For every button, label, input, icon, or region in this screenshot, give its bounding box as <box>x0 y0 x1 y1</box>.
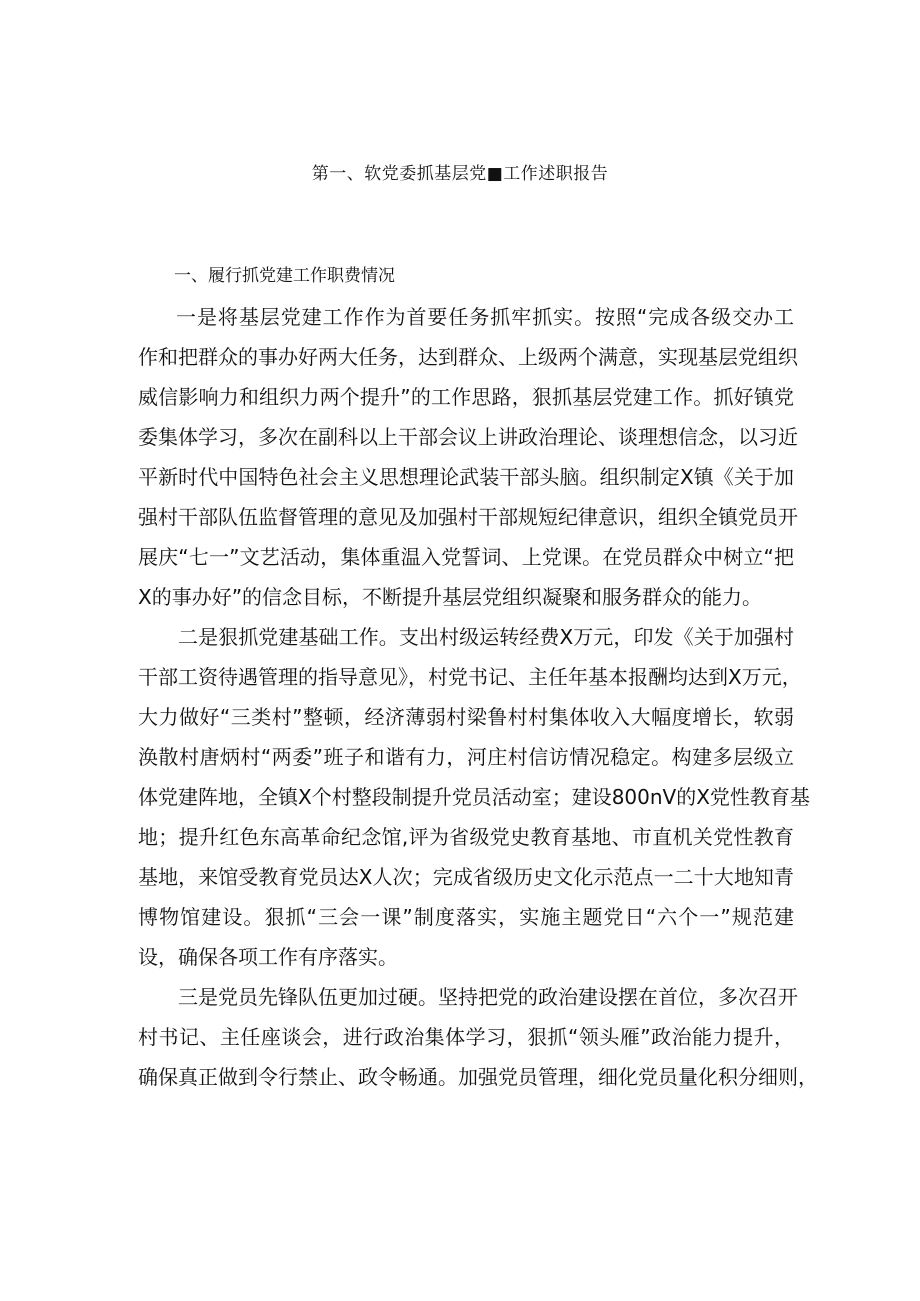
section-heading: 一、履行抓党建工作职费情况 <box>174 266 395 286</box>
paragraph-line: 涣散村唐炳村“两委”班子和谐有力，河庄村信访情况稳定。构建多层级立 <box>138 745 794 769</box>
document-title: 第一、软党委抓基层党■工作述职报告 <box>311 164 609 184</box>
paragraph-line: 博物馆建设。狠抓“三会一课”制度落实，实施主题党日“六个一”规范建 <box>138 905 794 929</box>
paragraph-line: 威信影响力和组织力两个提升”的工作思路，狠抓基层党建工作。抓好镇党 <box>138 385 794 409</box>
paragraph-line: X的事办好”的信念目标，不断提升基层党组织凝聚和服务群众的能力。 <box>138 585 763 609</box>
paragraph-line: 委集体学习，多次在副科以上干部会议上讲政治理论、谈理想信念，以习近 <box>138 425 798 449</box>
document-body <box>138 297 818 1097</box>
paragraph-line: 确保真正做到令行禁止、政令畅通。加强党员管理，细化党员量化积分细则， <box>138 1065 818 1089</box>
paragraph-line: 展庆“七一”文艺活动，集体重温入党誓词、上党课。在党员群众中树立“把 <box>138 545 794 569</box>
paragraph-1 <box>138 297 798 617</box>
paragraph-line: 三是党员先锋队伍更加过硬。坚持把党的政治建设摆在首位，多次召开 <box>178 985 798 1009</box>
paragraph-line: 大力做好“三类村”整顿，经济薄弱村梁鲁村村集体收入大幅度增长，软弱 <box>138 705 794 729</box>
paragraph-line: 村书记、主任座谈会，进行政治集体学习，狠抓“领头雁”政治能力提升， <box>138 1025 794 1049</box>
paragraph-line: 干部工资待遇管理的指导意见》，村党书记、主任年基本报酬均达到X万元， <box>138 665 802 689</box>
paragraph-2 <box>138 617 810 977</box>
paragraph-line: 地；提升红色东高革命纪念馆,评为省级党史教育基地、市直机关党性教育 <box>138 825 794 849</box>
paragraph-line: 强村干部队伍监督管理的意见及加强村干部规短纪律意识，组织全镇党员开 <box>138 505 798 529</box>
paragraph-line: 二是狠抓党建基础工作。支出村级运转经费X万元，印发《关于加强村 <box>178 625 794 649</box>
paragraph-3 <box>138 977 818 1097</box>
paragraph-line: 一是将基层党建工作作为首要任务抓牢抓实。按照“完成各级交办工 <box>176 305 794 329</box>
paragraph-line: 体党建阵地，全镇X个村整段制提升党员活动室；建设800nV的X党性教育基 <box>138 785 810 809</box>
paragraph-line: 设，确保各项工作有序落实。 <box>138 945 398 969</box>
paragraph-line: 平新时代中国特色社会主义思想理论武装干部头脑。组织制定X镇《关于加 <box>138 465 794 489</box>
paragraph-line: 作和把群众的事办好两大任务，达到群众、上级两个满意，实现基层党组织 <box>138 345 798 369</box>
paragraph-line: 基地，来馆受教育党员达X人次；完成省级历史文化示范点一二十大地知青 <box>138 865 794 889</box>
